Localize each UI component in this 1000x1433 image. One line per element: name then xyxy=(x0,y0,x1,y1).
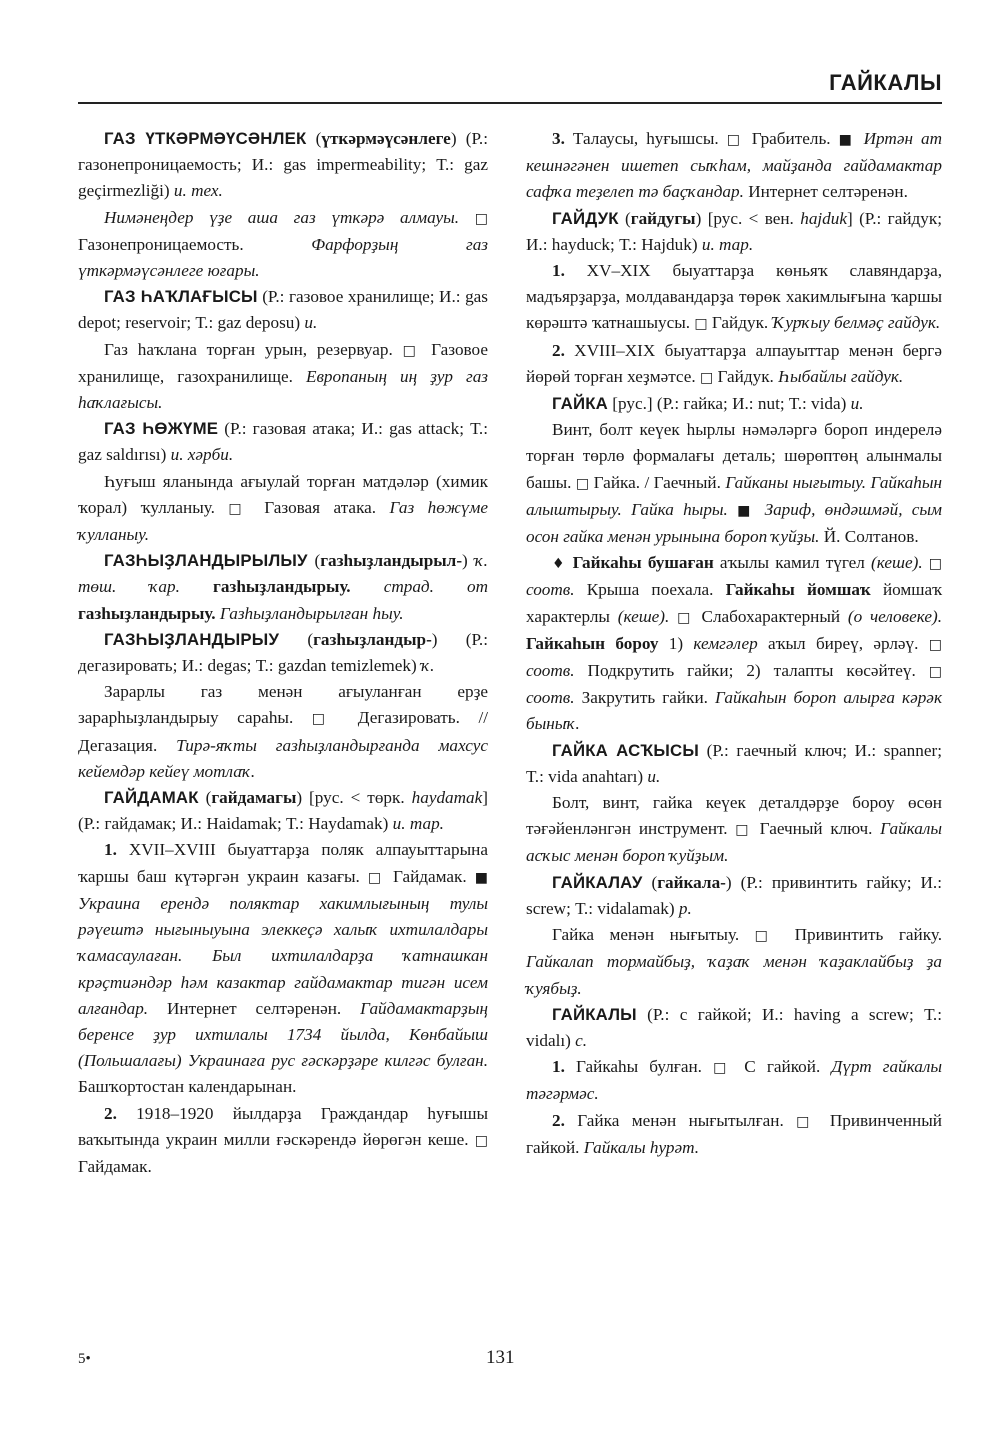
text-run: йомшаҡ характерлы xyxy=(526,580,943,626)
dictionary-entry xyxy=(526,738,942,790)
text-run: аҡылы камил түгел xyxy=(713,553,872,573)
entry-paragraph xyxy=(78,337,488,417)
italic-text: р. xyxy=(678,898,692,918)
bold-text: 1. xyxy=(104,840,117,860)
russian-equivalent-icon: □ xyxy=(402,342,422,359)
text-run: ( xyxy=(307,551,321,571)
text-run: аҡыл биреү, әрләү. xyxy=(757,633,929,653)
headword: ГАЙДУК xyxy=(552,208,619,228)
text-run: (Р.: газовая атака; И.: gas attack; Т.: gaz saldırısı) xyxy=(78,419,488,465)
text-run: Й. Солтанов. xyxy=(819,527,919,547)
bold-text: үткәрмәүсәнлеге xyxy=(321,129,451,148)
text-run xyxy=(856,129,864,148)
italic-text: соотв. xyxy=(526,688,575,708)
text-run: XVII–XVIII быуаттарҙа поляк алпауыттарына ҡаршы баш күтәргән украин казағы. xyxy=(78,840,488,886)
bold-text: газһыҙландыр- xyxy=(313,629,432,649)
dictionary-entry xyxy=(78,785,488,837)
text-run: Крыша поехала. xyxy=(574,580,726,600)
text-run: Интернет селтәренән. xyxy=(148,998,361,1018)
russian-equivalent-icon: □ xyxy=(713,1060,734,1077)
italic-text: Нимәнеңдер үҙе аша газ үткәрә алмауы. xyxy=(104,207,460,227)
entry-paragraph xyxy=(526,790,942,870)
text-run: ( xyxy=(279,629,314,649)
russian-equivalent-icon: □ xyxy=(367,869,385,886)
italic-text: Гайкаһын бороп алырға кәрәк быныҡ. xyxy=(526,688,942,734)
text-run: Зарарлы газ менән ағыуланған ерҙе зарарһыҙландырыу сараһы. xyxy=(78,682,488,728)
entry-paragraph xyxy=(526,550,942,737)
text-run: ( xyxy=(618,208,631,228)
italic-text: (кеше). xyxy=(617,606,670,626)
italic-text: страд. от xyxy=(383,577,489,597)
italic-text: (о человеке). xyxy=(847,606,942,626)
bold-text: Гайкаһы бушаған xyxy=(572,553,714,573)
russian-equivalent-icon: □ xyxy=(928,664,942,681)
bold-text: газһыҙландырыу. xyxy=(78,603,216,623)
running-head: ГАЙКАЛЫ xyxy=(829,70,942,95)
text-run: Гайка менән нығытылған. xyxy=(564,1110,797,1130)
italic-text: соотв. xyxy=(526,661,575,681)
bold-text: газһыҙландырыл- xyxy=(320,551,463,571)
headword: ГАЗ ҺАҠЛАҒЫСЫ xyxy=(104,287,258,307)
bold-text: Гайкаһы йомшаҡ xyxy=(725,580,871,600)
text-run: ] (Р.: гайдамак; И.: Haidamak; Т.: Haydamak) xyxy=(78,788,488,834)
russian-equivalent-icon: □ xyxy=(677,609,694,626)
bold-text: 3. xyxy=(552,129,565,148)
text-run: Газ һаҡлана торған урын, резервуар. xyxy=(104,339,403,359)
bold-text: гайдугы xyxy=(630,208,696,228)
dictionary-entry xyxy=(526,391,942,417)
quotation-marker-icon: ■ xyxy=(474,869,488,886)
text-run: ) [рус. < вен. xyxy=(695,208,801,228)
entry-paragraph xyxy=(78,837,488,1100)
dictionary-entry xyxy=(526,870,942,922)
entry-paragraph xyxy=(78,1101,488,1181)
entry-paragraph xyxy=(526,922,942,1002)
text-run: Гайдук. xyxy=(713,366,779,386)
text-run: Гайка. / Гаечный. xyxy=(589,472,726,492)
text-run: (Р.: газовое хранилище; И.: gas depot; reservoir; Т.: gaz deposu) xyxy=(78,287,488,333)
italic-text: Газ һөжүме ҡулланыу. xyxy=(78,497,488,545)
dictionary-entry xyxy=(78,627,488,679)
text-run: ( xyxy=(306,129,322,148)
text-run: 1) xyxy=(658,633,694,653)
russian-equivalent-icon: □ xyxy=(474,1132,488,1149)
text-run: Привинченный гайкой. xyxy=(526,1110,942,1157)
headword: ГАЙКА xyxy=(552,394,608,414)
text-run: Привинтить гайку. xyxy=(779,925,942,945)
text-run: Грабитель. xyxy=(743,129,839,148)
italic-text: Тирә-яҡты газһыҙландырғанда махсус кейемдәр кейеү мотлаҡ. xyxy=(78,735,488,781)
headword: ГАЗҺЫҘЛАНДЫРЫУ xyxy=(104,629,280,649)
right-column xyxy=(526,126,942,1161)
text-run: [рус.] (Р.: гайка; И.: nut; Т.: vida) xyxy=(608,394,851,414)
headword: ГАЗ ҮТКӘРМӘҮСӘНЛЕК xyxy=(104,129,307,148)
text-run: Винт, болт кеүек һырлы нәмәләргә бороп индерелә торған төрлө формалағы деталь; шөрөптөң алынмалы башы. xyxy=(526,420,942,492)
entry-paragraph xyxy=(526,1108,942,1161)
italic-text: Фарфорҙың газ үткәрмәүсәнлеге юғары. xyxy=(78,234,488,281)
bold-text: газһыҙландырыу. xyxy=(213,577,351,597)
text-run: Гаечный ключ. xyxy=(751,819,881,839)
russian-equivalent-icon: □ xyxy=(700,369,714,386)
italic-text: и. тар. xyxy=(701,234,754,254)
entry-paragraph xyxy=(526,1054,942,1107)
page-header xyxy=(78,64,942,104)
text-run: Гайдамак. xyxy=(78,1156,152,1176)
text-run: Газовая атака. xyxy=(250,497,390,517)
italic-text: ҡ. xyxy=(421,656,435,676)
bold-text: 2. xyxy=(552,1110,565,1130)
dictionary-entry xyxy=(78,126,488,205)
headword: ГАЗҺЫҘЛАНДЫРЫЛЫУ xyxy=(104,551,308,571)
text-run: Һуғыш яланында ағыулай торған матдәләр (химик ҡорал) ҡулланыу. xyxy=(78,471,488,517)
italic-text: Украина ерендә поляктар хакимлығының тулы рәүештә нығыныуына элеккеҫә халыҡ ихтилалдары ҡамасаулаған. Был ихтилалдарҙа ҡатнашкан крәҫтиәндәр һәм казактар гайдамактар тигән исем алғандар. xyxy=(78,893,488,1018)
headword: ГАЙКАЛАУ xyxy=(552,872,643,892)
text-run: Башҡортостан календарынан. xyxy=(78,1077,297,1097)
entry-paragraph xyxy=(526,338,942,391)
russian-equivalent-icon: □ xyxy=(928,636,942,653)
russian-equivalent-icon: □ xyxy=(694,316,708,333)
italic-text: Газһыҙландырылған һыу. xyxy=(219,603,404,623)
text-run: Гайка менән нығытыу. xyxy=(552,925,755,945)
italic-text: Һыбайлы гайдук. xyxy=(778,366,904,386)
italic-text: Зариф, өндәшмәй, сым осон гайка менән урынына бороп ҡуйҙы. xyxy=(526,499,943,547)
dictionary-entry xyxy=(78,416,488,468)
text-run: ) (Р.: газонепроницаемость; И.: gas impermeability; Т.: gaz geçirmezliği) xyxy=(78,129,488,201)
italic-text: соотв. xyxy=(526,580,575,600)
italic-text: ҡ. төш. ҡар. xyxy=(78,551,488,597)
bold-text: 1. xyxy=(552,261,565,281)
bold-text: 2. xyxy=(552,340,565,360)
headword: ГАЙКАЛЫ xyxy=(552,1004,637,1024)
text-run: (Р.: гаечный ключ; И.: spanner; Т.: vida anahtarı) xyxy=(526,740,942,786)
italic-text: Дүрт гайкалы тәгәрмәс. xyxy=(526,1057,943,1104)
italic-text: Гайкалы асҡыс менән бороп ҡуйҙым. xyxy=(526,819,943,866)
dictionary-entry xyxy=(526,1002,942,1054)
dictionary-entry xyxy=(526,206,942,258)
italic-text: (кеше). xyxy=(871,553,923,573)
text-run: Слабохарактерный xyxy=(693,606,848,626)
text-run: Газонепроницаемость. xyxy=(78,234,312,254)
text-run: XV–XIX быуаттарҙа көньяҡ славяндарҙа, мадъярҙарҙа, молдавандарҙа төрөк хакимлығына ҡаршы көрәштә ҡатнашыусы. xyxy=(526,261,942,333)
russian-equivalent-icon: □ xyxy=(796,1113,818,1130)
dictionary-entry xyxy=(78,548,488,627)
text-run: ) (Р.: привинтить гайку; И.: screw; Т.: vidalamak) xyxy=(526,872,942,918)
bold-text: гайкала- xyxy=(657,872,726,892)
russian-equivalent-icon: □ xyxy=(311,711,340,728)
bold-text: 2. xyxy=(104,1103,117,1123)
headword: ГАЗ ҺӨЖҮМЕ xyxy=(104,419,219,439)
russian-equivalent-icon: □ xyxy=(726,132,744,148)
entry-paragraph xyxy=(78,469,488,549)
headword: ГАЙКА АСҠЫСЫ xyxy=(552,740,699,760)
italic-text: haydamak xyxy=(411,788,483,808)
russian-equivalent-icon: □ xyxy=(928,556,943,573)
italic-text: Европаның иң ҙур газ һаҡлағысы. xyxy=(78,366,488,413)
text-run: ( xyxy=(198,788,212,808)
text-run: XVIII–XIX быуаттарҙа алпауыттар менән бергә йөрөй торған хеҙмәтсе. xyxy=(526,340,942,386)
text-run: Гайдамак. xyxy=(384,866,475,886)
italic-text: Гайкалап тормайбыҙ, ҡаҙаҡ менән ҡаҙаклайбыҙ ҙа ҡуябыҙ. xyxy=(526,952,942,998)
text-run: Закрутить гайки. xyxy=(574,688,716,708)
text-run: Гайкаһы булған. xyxy=(564,1057,714,1077)
text-run: ) (Р.: дегазировать; И.: degas; Т.: gazdan temizlemek) xyxy=(78,629,488,676)
entry-paragraph xyxy=(78,205,488,285)
italic-text: и. тар. xyxy=(392,814,444,834)
text-run: Интернет селтәренән. xyxy=(743,182,908,202)
text-run: ) xyxy=(462,551,475,571)
italic-text: с. xyxy=(575,1030,588,1050)
italic-text: и. тех. xyxy=(173,181,223,201)
text-run xyxy=(669,607,677,626)
italic-text: и. xyxy=(304,313,318,333)
headword: ГАЙДАМАК xyxy=(104,788,199,808)
dictionary-entry xyxy=(78,284,488,336)
italic-text: кемгәлер xyxy=(693,633,758,653)
italic-text: Гайкалы һурәт. xyxy=(583,1137,700,1157)
bold-text: гайдамагы xyxy=(211,788,297,808)
printer-signature: 5• xyxy=(78,1351,91,1367)
text-run: С гайкой. xyxy=(733,1057,832,1077)
entry-paragraph xyxy=(78,679,488,785)
entry-paragraph xyxy=(526,417,942,550)
text-run: (Р.: с гайкой; И.: having a screw; Т.: vidalı) xyxy=(526,1004,942,1050)
quotation-marker-icon: ■ xyxy=(737,502,756,519)
russian-equivalent-icon: □ xyxy=(575,475,590,492)
text-run xyxy=(755,500,764,519)
text-run: Дегазировать. // Дегазация. xyxy=(78,708,488,755)
text-run: ( xyxy=(642,872,658,892)
italic-text: и. хәрби. xyxy=(170,445,234,465)
text-run: ) [рус. < төрк. xyxy=(296,788,412,808)
text-run xyxy=(180,577,213,596)
text-run xyxy=(728,500,737,519)
italic-text: и. xyxy=(850,394,864,414)
text-run: Болт, винт, гайка кеүек деталдәрҙе бороу өсөн тәғәйенләнгән инструмент. xyxy=(526,793,942,839)
text-run xyxy=(459,208,475,227)
italic-text: Иртән ат кешнәгәнен ишетеп сыҡһам, майҙанда гайдамактар сафҡа теҙелеп тә баҫҡандар. xyxy=(526,129,943,202)
bold-text: Гайкаһын бороу xyxy=(526,633,659,653)
page-number: 131 xyxy=(486,1347,515,1368)
text-run: Подкрутить гайки; 2) талапты көсәйтеү. xyxy=(574,661,929,681)
italic-text: и. xyxy=(647,766,661,786)
italic-text: Гайканы нығытыу. Гайкаһын алыштырыу. Гайка һыры. xyxy=(526,472,942,519)
russian-equivalent-icon: □ xyxy=(474,210,488,227)
text-run: Газовое хранилище, газохранилище. xyxy=(78,339,488,386)
italic-text: hajduk xyxy=(800,208,847,228)
italic-text: Гайдамактарҙың беренсе ҙур ихтилалы 1734 йылда, Көнбайыш (Польшалағы) Украинаға рус ғәскәрҙәре килгәс булған. xyxy=(78,998,488,1071)
left-column xyxy=(78,126,488,1180)
entry-paragraph xyxy=(526,258,942,338)
text-run: Гайдук. xyxy=(707,313,773,333)
quotation-marker-icon: ■ xyxy=(838,132,856,148)
russian-equivalent-icon: □ xyxy=(754,928,780,945)
russian-equivalent-icon: □ xyxy=(228,500,251,517)
idiom-marker-icon: ♦ xyxy=(552,556,567,573)
text-run: 1918–1920 йылдарҙа Граждандар һуғышы ваҡытында украин милли ғәскәрендә йөрөгән кеше. xyxy=(78,1103,488,1149)
text-run: Талаусы, һуғышсы. xyxy=(564,129,727,148)
text-run: ] (Р.: гайдук; И.: hayduck; Т.: Hajduk) xyxy=(526,208,942,254)
bold-text: 1. xyxy=(552,1057,565,1077)
text-run xyxy=(351,577,384,596)
italic-text: Ҡурҡыу белмәҫ гайдук. xyxy=(772,313,941,333)
russian-equivalent-icon: □ xyxy=(735,822,752,839)
entry-paragraph xyxy=(526,126,942,206)
